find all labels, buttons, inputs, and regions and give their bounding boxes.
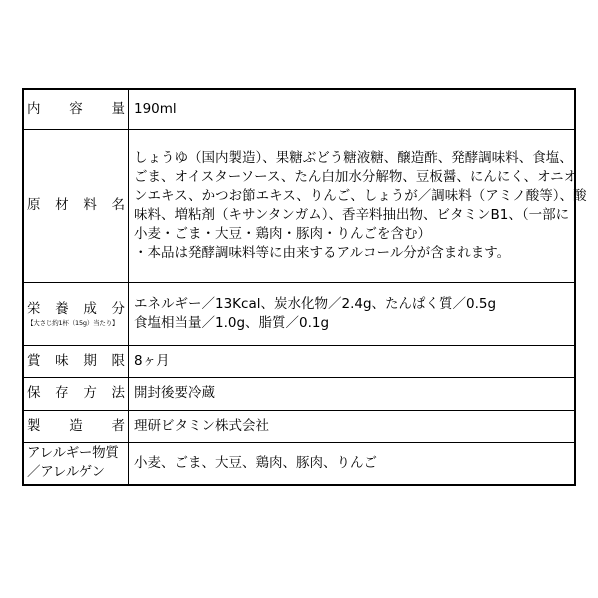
- label-char: 法: [111, 385, 125, 401]
- value-contents: [129, 89, 576, 129]
- label-contents: [23, 89, 129, 129]
- label-storage: [23, 377, 129, 410]
- value-line: エネルギー／13Kcal、炭水化物／2.4g、たんぱく質／0.5g: [134, 295, 497, 312]
- product-label-table: [22, 88, 587, 486]
- serving-size-note: 【大さじ約1杯（15g）当たり】: [27, 318, 119, 327]
- value-line: ・本品は発酵調味料等に由来するアルコール分が含まれます。: [134, 244, 511, 261]
- value-best-before: [129, 345, 576, 377]
- label-char: 存: [55, 385, 69, 401]
- label-char: 材: [55, 197, 69, 213]
- value-line: しょうゆ（国内製造）、果糖ぶどう糖液糖、醸造酢、発酵調味料、食塩、: [134, 149, 573, 166]
- value-line: 理研ビタミン株式会社: [134, 417, 269, 434]
- row-best-before: [23, 345, 575, 377]
- label-char: 分: [111, 300, 125, 317]
- label-char: 名: [111, 197, 125, 213]
- row-contents: [23, 89, 575, 129]
- label-char: 栄: [27, 300, 41, 317]
- label-char: 限: [111, 352, 125, 369]
- value-line: ごま、オイスターソース、たん白加水分解物、豆板醤、にんにく、オニオ: [134, 168, 578, 185]
- label-char: 方: [83, 385, 97, 401]
- value-storage: [129, 377, 576, 410]
- value-line: 味料、増粘剤（キサンタンガム）、香辛料抽出物、ビタミンB1、（一部に: [134, 206, 570, 223]
- value-ingredients: [129, 129, 587, 282]
- label-char: 保: [27, 385, 41, 401]
- label-line: ／アレルゲン: [27, 464, 105, 481]
- label-char: 賞: [27, 352, 41, 369]
- label-char: 量: [111, 100, 125, 117]
- label-manufacturer: [23, 410, 129, 442]
- label-char: 者: [111, 417, 125, 434]
- value-line: 食塩相当量／1.0g、脂質／0.1g: [134, 314, 330, 331]
- value-line: 190ml: [134, 100, 177, 117]
- label-ingredients: [23, 129, 129, 282]
- label-char: 内: [27, 100, 41, 117]
- value-manufacturer: [129, 410, 576, 442]
- label-char: 製: [27, 417, 41, 434]
- label-line: アレルギー物質: [27, 445, 119, 462]
- row-nutrition: [23, 282, 575, 345]
- label-allergens: [23, 442, 129, 485]
- label-nutrition: [23, 282, 129, 345]
- label-best-before: [23, 345, 129, 377]
- label-char: 成: [83, 300, 97, 317]
- row-allergens: [23, 442, 575, 485]
- value-nutrition: [129, 282, 576, 345]
- row-ingredients: [23, 129, 575, 282]
- label-char: 味: [55, 352, 69, 369]
- label-char: 造: [69, 417, 83, 434]
- value-line: ンエキス、かつお節エキス、りんご、しょうが／調味料（アミノ酸等）、酸: [134, 187, 587, 204]
- value-line: 小麦・ごま・大豆・鶏肉・豚肉・りんごを含む）: [134, 225, 431, 242]
- value-line: 開封後要冷蔵: [134, 385, 215, 401]
- row-manufacturer: [23, 410, 575, 442]
- value-allergens: [129, 442, 576, 485]
- value-line: 8ヶ月: [134, 352, 170, 369]
- label-char: 期: [83, 352, 97, 369]
- label-char: 原: [27, 197, 41, 213]
- value-line: 小麦、ごま、大豆、鶏肉、豚肉、りんご: [134, 454, 377, 471]
- row-storage: [23, 377, 575, 410]
- label-char: 養: [55, 300, 69, 317]
- label-char: 容: [69, 100, 83, 117]
- label-char: 料: [83, 197, 97, 213]
